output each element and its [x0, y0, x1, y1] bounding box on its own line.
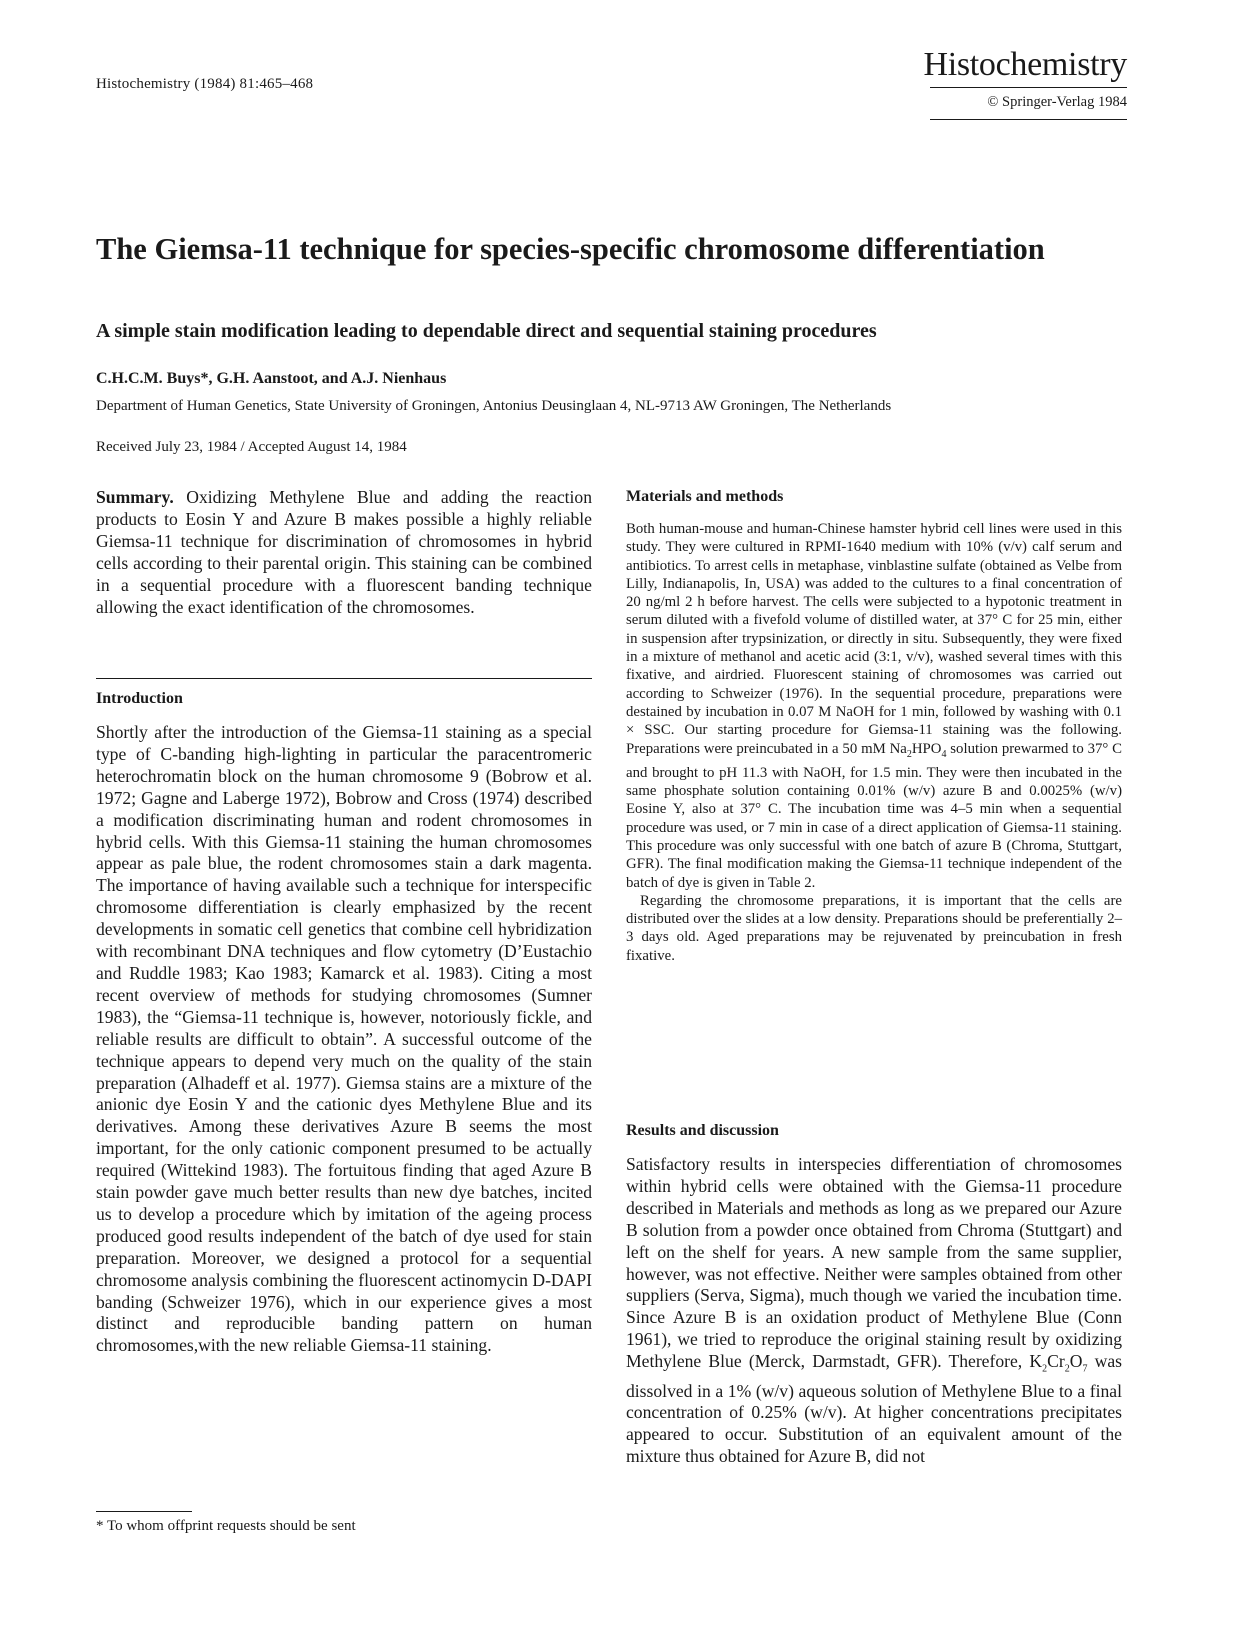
journal-rule-top	[930, 87, 1127, 88]
subscript: 2	[906, 748, 912, 760]
affiliation: Department of Human Genetics, State University of Groningen, Antonius Deusinglaan 4, NL-9713 AW Groningen, The Netherlands	[96, 398, 892, 414]
results-section	[626, 1154, 1122, 1468]
summary-text: Oxidizing Methylene Blue and adding the reaction products to Eosin Y and Azure B makes possible a highly reliable Giemsa-11 technique for discrimination of chromosomes in hybrid cells according to their parental origin. This staining can be combined in a sequential procedure with a fluorescent banding technique allowing the exact identification of the chromosomes.	[96, 487, 592, 617]
methods-text-c: solution prewarmed to 37° C and brought to pH 11.3 with NaOH, for 1.5 min. They were then incubated in the same phosphate solution containing 0.01% (w/v) azure B and 0.0025% (w/v) Eosine Y, also at 37° C. The incubation time was 4–5 min when a sequential procedure was used, or 7 min in case of a direct application of Giemsa-11 staining. This procedure was only successful with one batch of azure B (Chroma, Stuttgart, GFR). The final modification making the Giemsa-11 technique independent of the batch of dye is given in Table 2.	[626, 740, 1123, 891]
summary-paragraph	[96, 487, 592, 618]
results-text-b: Cr	[1047, 1351, 1065, 1372]
methods-paragraph-2: Regarding the chromosome preparations, it is important that the cells are distributed over the slides at a low density. Preparations should be preferentially 2–3 days old. Aged preparations may be rejuvenated by preincubation in fresh fixative.	[626, 892, 1122, 964]
results-heading: Results and discussion	[626, 1122, 779, 1139]
methods-section	[626, 520, 1122, 965]
introduction-heading: Introduction	[96, 690, 183, 707]
journal-rule-bottom	[930, 119, 1127, 120]
results-text-d: was dissolved in a 1% (w/v) aqueous solution of Methylene Blue to a final concentration of 0.25% (w/v). At higher concentrations precipitates appeared to occur. Substitution of an equivalent amount of the mixture thus obtained for Azure B, did not	[626, 1351, 1122, 1467]
received-accepted-dates: Received July 23, 1984 / Accepted August 14, 1984	[96, 439, 407, 455]
summary-label: Summary.	[96, 487, 174, 507]
summary-section	[96, 487, 592, 618]
methods-text-b: HPO	[911, 740, 942, 757]
methods-text-a: Both human-mouse and human-Chinese hamster hybrid cell lines were used in this study. They were cultured in RPMI-1640 medium with 10% (v/v) calf serum and antibiotics. To arrest cells in metaphase, vinblastine sulfate (obtained as Velbe from Lilly, Indianapolis, In, USA) was added to the cultures to a final concentration of 20 ng/ml 2 h before harvest. The cells were subjected to a hypotonic treatment in serum diluted with a fivefold volume of distilled water, at 37° C for 25 min, either in suspension after trypsinization, or directly in situ. Subsequently, they were fixed in a mixture of methanol and acetic acid (3:1, v/v), washed several times with this fixative, and airdried. Fluorescent staining of chromosomes was carried out according to Schweizer (1976). In the sequential procedure, preparations were destained by incubation in 0.07 M NaOH for 1 min, followed by washing with 0.1 × SSC. Our starting procedure for Giemsa-11 staining was the following. Preparations were preincubated in a 50 mM Na	[626, 521, 1122, 757]
results-paragraph	[626, 1154, 1122, 1468]
running-head: Histochemistry (1984) 81:465–468	[96, 76, 314, 92]
subscript: 2	[1064, 1363, 1070, 1375]
article-subtitle: A simple stain modification leading to dependable direct and sequential staining procedures	[96, 320, 877, 342]
journal-name: Histochemistry	[923, 46, 1127, 83]
subscript: 2	[1042, 1363, 1048, 1375]
author-list: C.H.C.M. Buys*, G.H. Aanstoot, and A.J. Nienhaus	[96, 370, 447, 387]
publisher-line: © Springer-Verlag 1984	[987, 94, 1127, 110]
methods-heading: Materials and methods	[626, 488, 784, 505]
footnote-rule	[96, 1511, 192, 1512]
article-title: The Giemsa-11 technique for species-specific chromosome differentiation	[96, 232, 1045, 266]
footnote: * To whom offprint requests should be sent	[96, 1518, 356, 1534]
subscript: 4	[941, 748, 947, 760]
section-divider	[96, 678, 592, 679]
results-text-c: O	[1069, 1351, 1083, 1372]
introduction-section	[96, 722, 592, 1357]
methods-paragraph-1	[626, 520, 1122, 892]
results-text-a: Satisfactory results in interspecies differentiation of chromosomes within hybrid cells were obtained with the Giemsa-11 procedure described in Materials and methods as long as we prepared our Azure B solution from a powder once obtained from Chroma (Stuttgart) and left on the shelf for years. A new sample from the same supplier, however, was not effective. Neither were samples obtained from other suppliers (Serva, Sigma), much though we varied the incubation time. Since Azure B is an oxidation product of Methylene Blue (Conn 1961), we tried to reproduce the original staining result by oxidizing Methylene Blue (Merck, Darmstadt, GFR). Therefore, K	[626, 1154, 1122, 1372]
subscript: 7	[1082, 1363, 1088, 1375]
introduction-paragraph: Shortly after the introduction of the Giemsa-11 staining as a special type of C-banding high-lighting in particular the paracentromeric heterochromatin block on the human chromosome 9 (Bobrow et al. 1972; Gagne and Laberge 1972), Bobrow and Cross (1974) described a modification discriminating human and rodent chromosomes in hybrid cells. With this Giemsa-11 staining the human chromosomes appear as pale blue, the rodent chromosomes stain a dark magenta. The importance of having available such a technique for interspecific chromosome differentiation is clearly emphasized by the recent developments in somatic cell genetics that combine cell hybridization with recombinant DNA techniques and flow cytometry (D’Eustachio and Ruddle 1983; Kao 1983; Kamarck et al. 1983). Citing a most recent overview of methods for studying chromosomes (Sumner 1983), the “Giemsa-11 technique is, however, notoriously fickle, and reliable results are difficult to obtain”. A successful outcome of the technique appears to depend very much on the quality of the stain preparation (Alhadeff et al. 1977). Giemsa stains are a mixture of the anionic dye Eosin Y and the cationic dyes Methylene Blue and its derivatives. Among these derivatives Azure B seems the most important, for the only cationic component presumed to be actually required (Wittekind 1983). The fortuitous finding that aged Azure B stain powder gave much better results than new dye batches, incited us to develop a procedure which by imitation of the ageing process produced good results independent of the batch of dye used for stain preparation. Moreover, we designed a protocol for a sequential chromosome analysis combining the fluorescent actinomycin D-DAPI banding (Schweizer 1976), which in our experience gives a most distinct and reproducible banding pattern on human chromosomes,with the new reliable Giemsa-11 staining.	[96, 722, 592, 1356]
